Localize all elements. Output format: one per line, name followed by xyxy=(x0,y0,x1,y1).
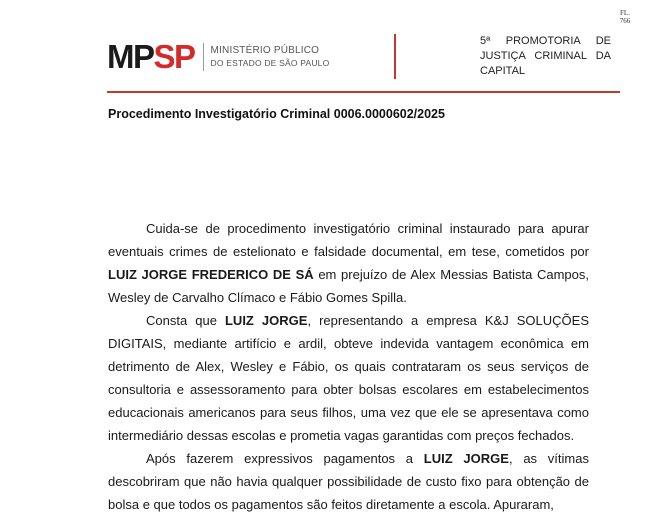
document-title: Procedimento Investigatório Criminal 0006.0000602/2025 xyxy=(108,107,445,121)
document-body xyxy=(108,217,589,516)
logo-caption xyxy=(211,45,330,69)
paragraph-2 xyxy=(108,309,589,447)
office-name xyxy=(480,34,611,79)
logo-sp-text: SP xyxy=(153,38,195,75)
logo-mark xyxy=(107,40,195,74)
paragraph-2-bold: LUIZ JORGE xyxy=(224,313,308,328)
paragraph-2-text-b: , representando a empresa K&J SOLUÇÕES DIGITAIS, mediante artifício e ardil, obteve indevida vantagem econômica em detrimento de Alex, Wesley e Fábio, os quais contrataram os seus serviços de consultoria e assessoramento para obter bolsas escolares em estabelecimentos educacionais americanos para seus filhos, uma vez que ele se apresentava como intermediário dessas escolas e prometia vagas garantidas com preços fechados. xyxy=(108,313,590,443)
paragraph-3-bold: LUIZ JORGE xyxy=(423,451,509,466)
folio-number: 766 xyxy=(619,17,631,25)
office-line-3: CAPITAL xyxy=(480,65,526,77)
header-rule xyxy=(107,91,620,93)
logo-mp-text: MP xyxy=(107,38,154,75)
paragraph-1-text-b: em prejuízo de Alex Messias Batista Campos, Wesley de Carvalho Clímaco e Fábio Gomes Spilla. xyxy=(108,267,589,305)
logo-caption-line2: DO ESTADO DE SÃO PAULO xyxy=(210,58,330,68)
paragraph-2-text-a: Consta que xyxy=(146,313,225,328)
office-line-1: 5ª PROMOTORIA DE xyxy=(480,35,611,47)
folio-label: FL. xyxy=(620,9,630,17)
paragraph-1-text-a: Cuida-se de procedimento investigatório criminal instaurado para apurar eventuais crimes de estelionato e falsidade documental, em tese, cometidos por xyxy=(108,221,589,259)
paragraph-3-text-a: Após fazerem expressivos pagamentos a xyxy=(146,451,424,466)
paragraph-3-text-b: , as vítimas descobriram que não havia qualquer possibilidade de custo fixo para obtenção de bolsa e que todos os pagamentos são feitos diretamente a escola. Apuraram, xyxy=(108,451,589,512)
office-line-2: JUSTIÇA CRIMINAL DA xyxy=(480,50,611,62)
paragraph-3 xyxy=(108,447,589,516)
folio-stamp xyxy=(612,9,638,25)
paragraph-1-bold: LUIZ JORGE FREDERICO DE SÁ xyxy=(108,267,314,282)
mpsp-logo xyxy=(107,40,329,74)
logo-divider xyxy=(203,43,204,71)
logo-caption-line1: MINISTÉRIO PÚBLICO xyxy=(210,45,320,56)
paragraph-1 xyxy=(108,217,589,309)
header-vertical-divider xyxy=(394,34,396,79)
